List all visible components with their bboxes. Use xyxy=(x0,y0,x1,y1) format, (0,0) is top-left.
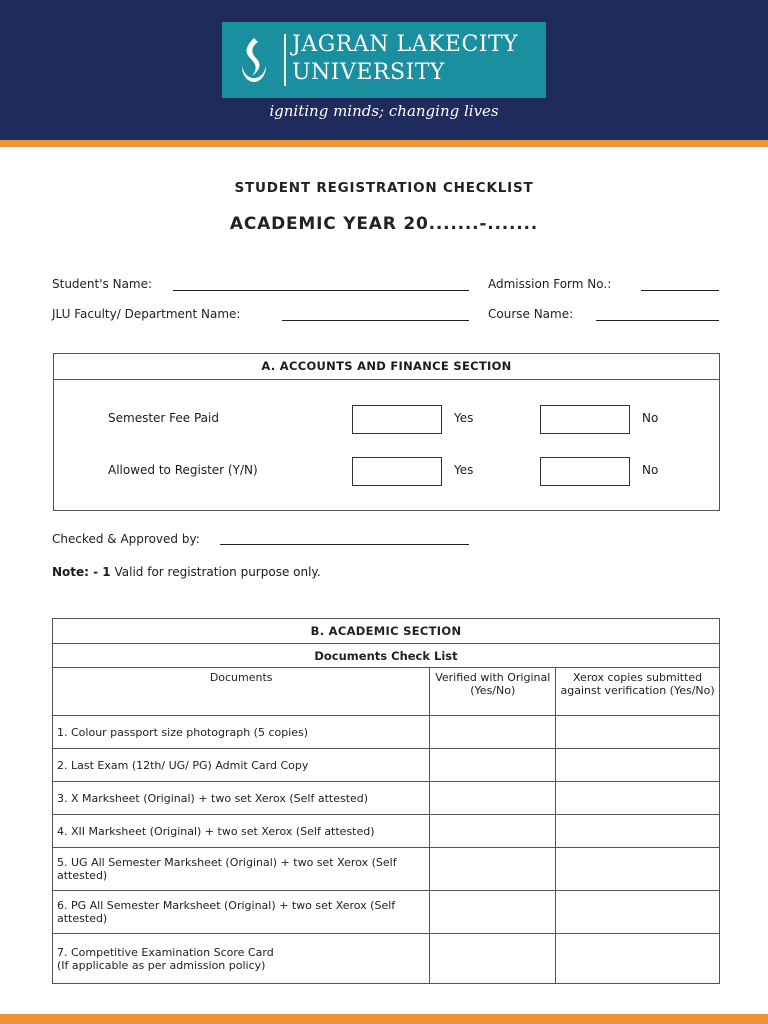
note-prefix: Note: - 1 xyxy=(52,565,111,579)
semester-fee-yes-box[interactable] xyxy=(352,405,442,434)
table-row xyxy=(53,848,720,891)
xerox-cell[interactable] xyxy=(556,891,720,934)
allowed-register-no-label: No xyxy=(642,463,659,477)
orange-divider xyxy=(0,140,768,147)
document-name xyxy=(53,934,430,984)
verified-cell[interactable] xyxy=(430,891,556,934)
table-row xyxy=(53,934,720,984)
column-xerox: Xerox copies submitted against verification (Yes/No) xyxy=(556,668,720,716)
section-a-title: A. ACCOUNTS AND FINANCE SECTION xyxy=(54,354,719,380)
semester-fee-label: Semester Fee Paid xyxy=(108,411,219,425)
department-label: JLU Faculty/ Department Name: xyxy=(52,307,241,321)
document-name: 2. Last Exam (12th/ UG/ PG) Admit Card Copy xyxy=(53,749,430,782)
student-name-label: Student's Name: xyxy=(52,277,153,291)
xerox-cell[interactable] xyxy=(556,782,720,815)
university-logo xyxy=(222,22,546,98)
document-name: 1. Colour passport size photograph (5 copies) xyxy=(53,716,430,749)
verified-cell[interactable] xyxy=(430,749,556,782)
table-row xyxy=(53,815,720,848)
documents-checklist-title: Documents Check List xyxy=(53,644,720,668)
student-name-line[interactable] xyxy=(173,290,469,291)
semester-fee-yes-label: Yes xyxy=(454,411,474,425)
semester-fee-no-label: No xyxy=(642,411,659,425)
verified-cell[interactable] xyxy=(430,716,556,749)
document-name: 6. PG All Semester Marksheet (Original) + two set Xerox (Self attested) xyxy=(53,891,430,934)
document-name: 3. X Marksheet (Original) + two set Xerox (Self attested) xyxy=(53,782,430,815)
form-title: STUDENT REGISTRATION CHECKLIST xyxy=(234,180,534,196)
verified-cell[interactable] xyxy=(430,782,556,815)
logo-text-line2: UNIVERSITY xyxy=(292,60,445,85)
department-line[interactable] xyxy=(282,320,469,321)
xerox-cell[interactable] xyxy=(556,749,720,782)
xerox-cell[interactable] xyxy=(556,716,720,749)
approved-by-line[interactable] xyxy=(220,544,469,545)
table-row xyxy=(53,891,720,934)
document-name-line2: (If applicable as per admission policy) xyxy=(57,958,266,972)
logo-text-line1: JAGRAN LAKECITY xyxy=(292,32,519,57)
accounts-finance-section xyxy=(53,353,720,511)
xerox-cell[interactable] xyxy=(556,848,720,891)
header-banner xyxy=(0,0,768,140)
note-text: Valid for registration purpose only. xyxy=(114,565,321,579)
note xyxy=(52,565,321,579)
document-name-line1: 7. Competitive Examination Score Card xyxy=(57,945,274,959)
orange-footer-bar xyxy=(0,1014,768,1024)
allowed-register-yes-box[interactable] xyxy=(352,457,442,486)
allowed-register-yes-label: Yes xyxy=(454,463,474,477)
course-name-label: Course Name: xyxy=(488,307,574,321)
column-documents: Documents xyxy=(53,668,430,716)
allowed-register-label: Allowed to Register (Y/N) xyxy=(108,463,258,477)
table-row xyxy=(53,782,720,815)
xerox-cell[interactable] xyxy=(556,815,720,848)
academic-year: ACADEMIC YEAR 20.......-....... xyxy=(229,214,539,234)
document-name: 5. UG All Semester Marksheet (Original) + two set Xerox (Self attested) xyxy=(53,848,430,891)
tagline: igniting minds; changing lives xyxy=(269,102,499,120)
academic-section-table xyxy=(52,618,720,984)
document-name: 4. XII Marksheet (Original) + two set Xerox (Self attested) xyxy=(53,815,430,848)
xerox-cell[interactable] xyxy=(556,934,720,984)
approved-by-label: Checked & Approved by: xyxy=(52,532,200,546)
logo-divider xyxy=(284,34,286,86)
flame-logo-icon xyxy=(236,36,272,86)
verified-cell[interactable] xyxy=(430,934,556,984)
verified-cell[interactable] xyxy=(430,815,556,848)
course-name-line[interactable] xyxy=(596,320,719,321)
section-b-title: B. ACADEMIC SECTION xyxy=(53,619,720,644)
table-row xyxy=(53,749,720,782)
admission-form-line[interactable] xyxy=(641,290,719,291)
allowed-register-no-box[interactable] xyxy=(540,457,630,486)
table-row xyxy=(53,716,720,749)
admission-form-label: Admission Form No.: xyxy=(488,277,612,291)
verified-cell[interactable] xyxy=(430,848,556,891)
semester-fee-no-box[interactable] xyxy=(540,405,630,434)
column-verified: Verified with Original (Yes/No) xyxy=(430,668,556,716)
